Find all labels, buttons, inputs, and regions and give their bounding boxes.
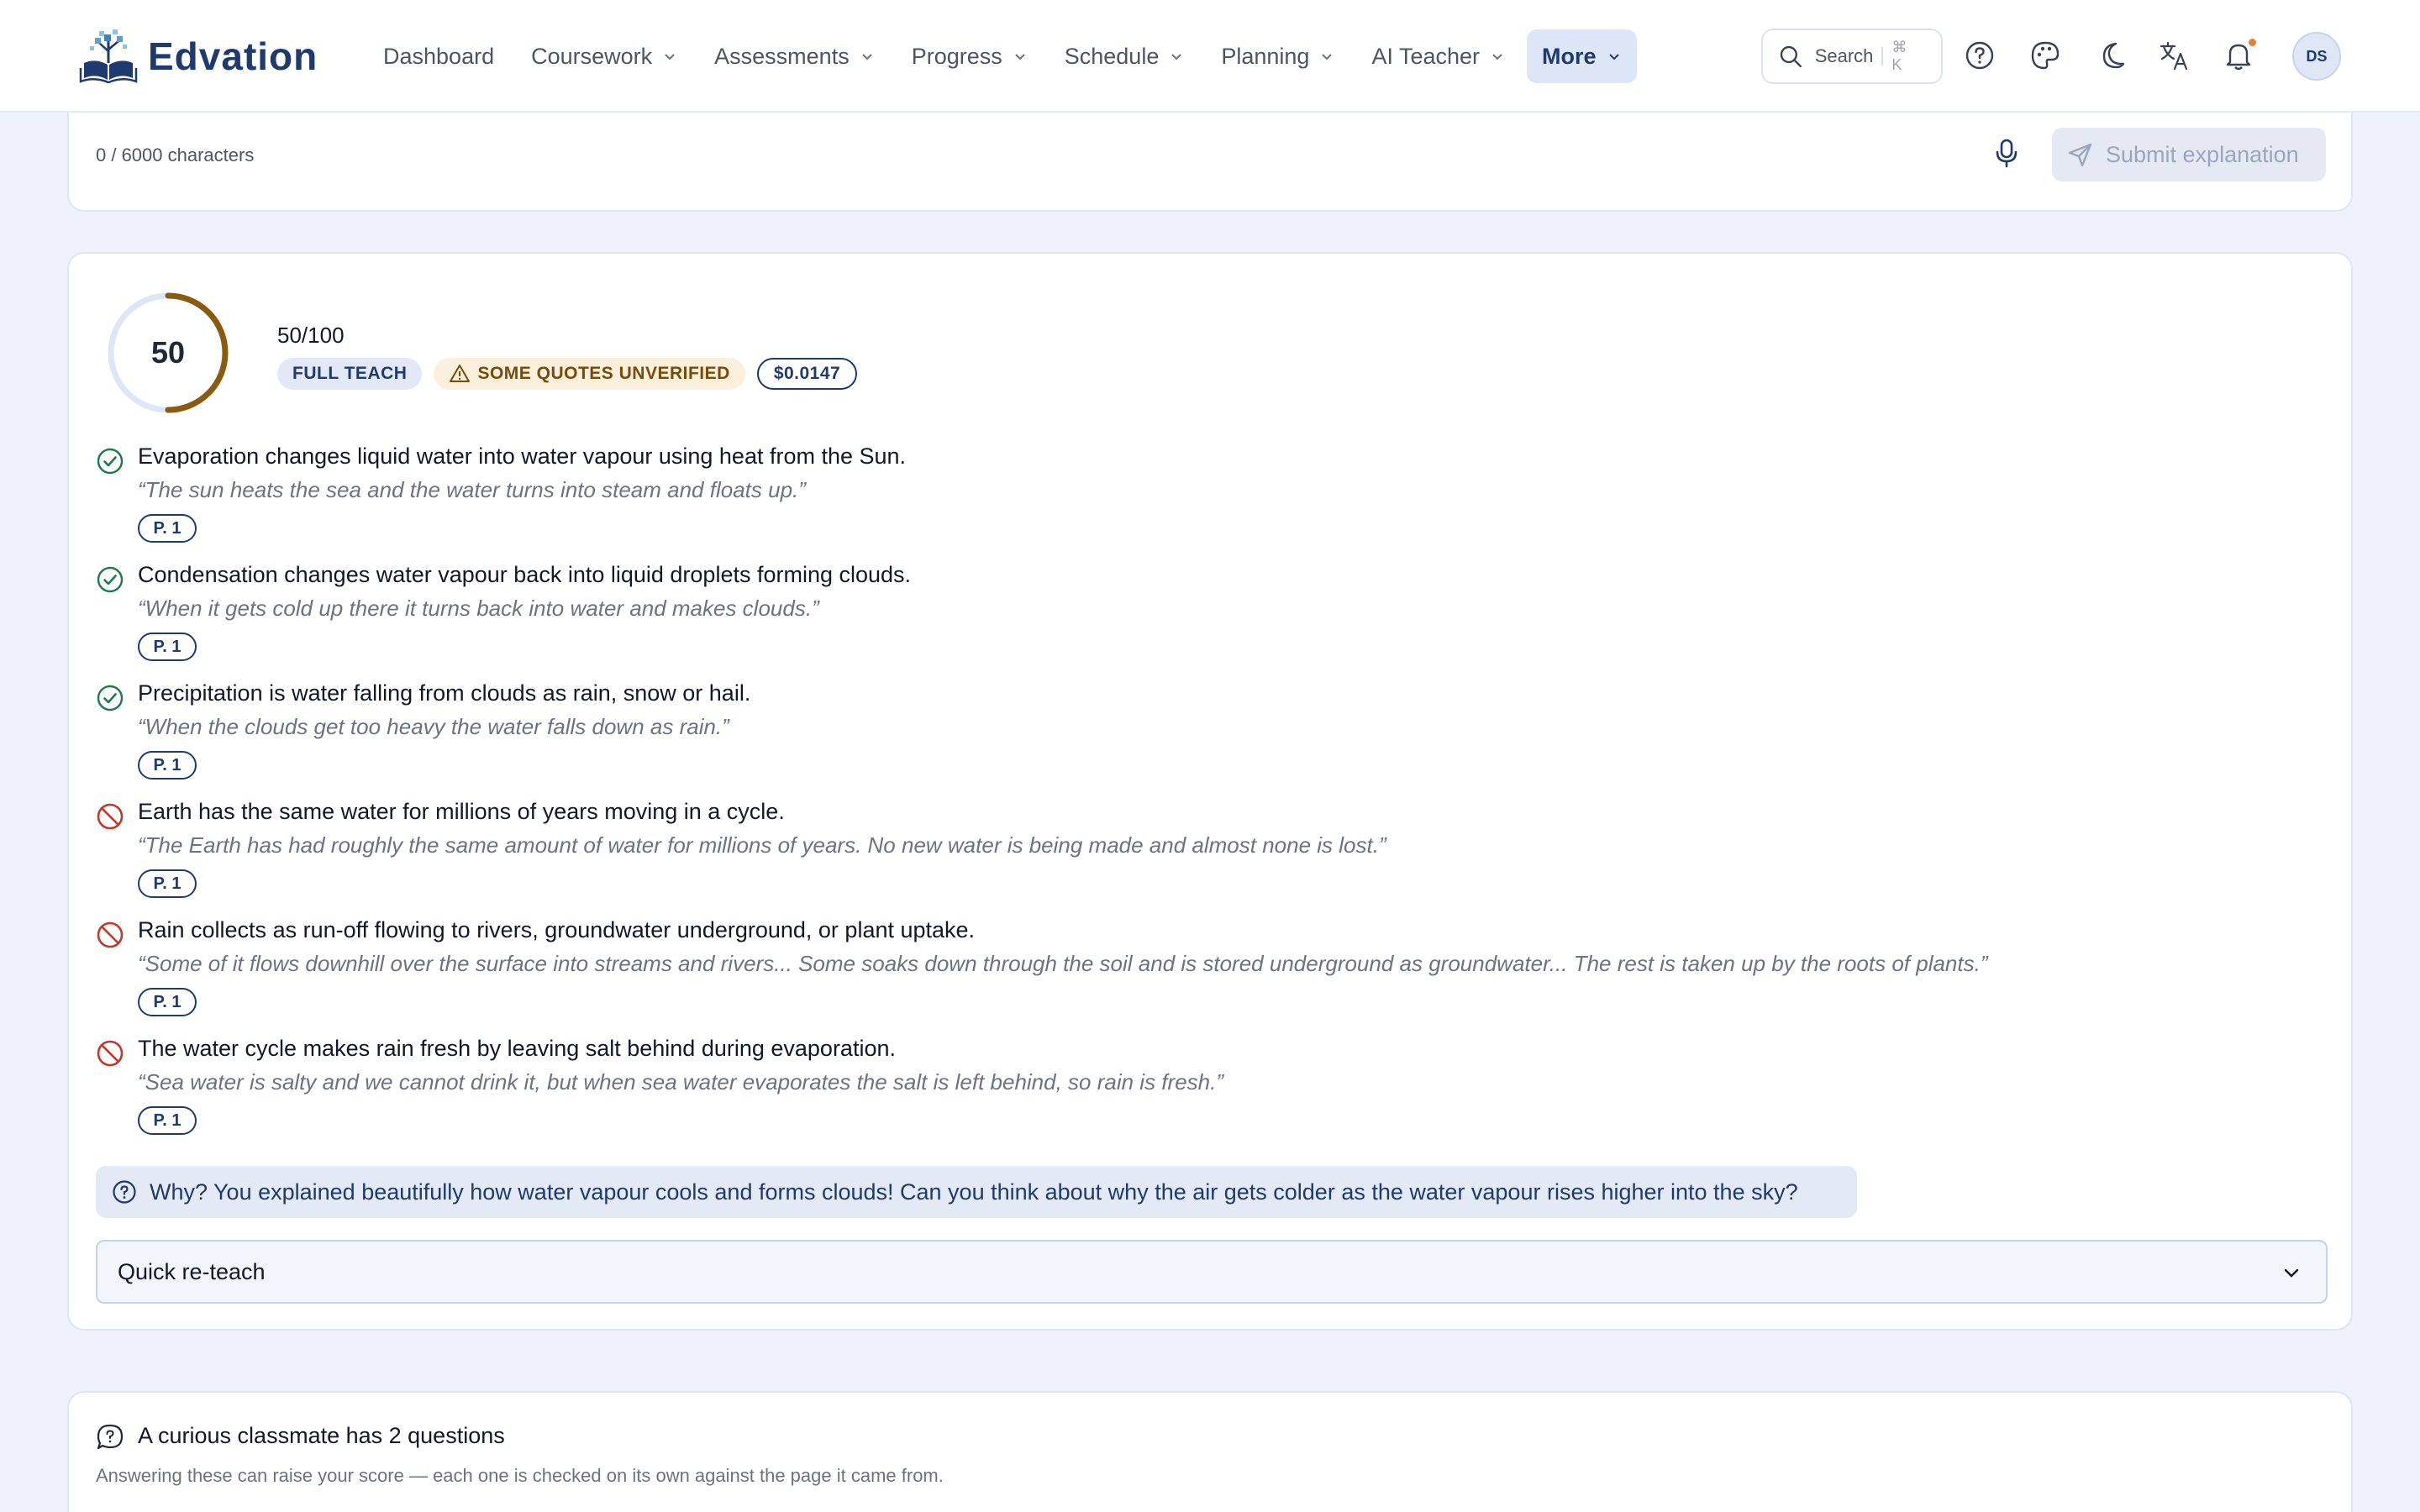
character-counter: 0 / 6000 characters	[96, 144, 255, 165]
warning-triangle-icon	[449, 363, 471, 385]
question-circle-icon	[111, 1179, 138, 1205]
nav-assessments-label: Assessments	[714, 43, 850, 69]
microphone-icon[interactable]	[1991, 138, 2022, 168]
claim-quote: “Sea water is salty and we cannot drink it, but when sea water evaporates the salt is left behind, so rain is fresh.”	[138, 1069, 1223, 1095]
search-divider	[1881, 47, 1883, 66]
check-circle-icon	[96, 684, 124, 712]
nav-schedule[interactable]	[1050, 29, 1200, 83]
score-fraction: 50/100	[277, 323, 345, 348]
search-shortcut: ⌘ K	[1891, 39, 1909, 73]
page-reference-badge[interactable]: P. 1	[138, 514, 197, 543]
claims-list	[96, 442, 2281, 1152]
nav-coursework[interactable]	[516, 29, 692, 83]
score-number: 50	[150, 335, 186, 370]
chevron-down-icon	[2281, 1262, 2302, 1284]
submit-explanation-label: Submit explanation	[2106, 141, 2299, 167]
nav-planning[interactable]	[1206, 29, 1349, 83]
claim-item	[96, 1034, 2281, 1152]
chevron-down-icon	[860, 49, 875, 64]
help-icon[interactable]	[1963, 39, 1996, 72]
claim-item	[96, 916, 2281, 1034]
ban-icon	[96, 1039, 124, 1068]
result-chips	[277, 358, 869, 390]
claim-quote: “When it gets cold up there it turns back into water and makes clouds.”	[138, 596, 819, 621]
nav-assessments[interactable]	[699, 29, 890, 83]
nav-ai-teacher-label: AI Teacher	[1371, 43, 1481, 69]
claim-quote: “When the clouds get too heavy the water falls down as rain.”	[138, 714, 729, 739]
classmate-subtitle: Answering these can raise your score — each one is checked on its own against the page it came from.	[96, 1465, 944, 1486]
claim-quote: “Some of it flows downhill over the surface into streams and rivers... Some soaks down through the soil and is stored underground as groundwater... The rest is taken up by the roots of plants.”	[138, 951, 1988, 976]
page-reference-badge[interactable]: P. 1	[138, 988, 197, 1016]
claim-text: Precipitation is water falling from clouds as rain, snow or hail.	[138, 680, 751, 706]
nav-coursework-label: Coursework	[531, 43, 653, 69]
nav-planning-label: Planning	[1221, 43, 1310, 69]
result-card	[67, 252, 2353, 1331]
claim-text: Earth has the same water for millions of years moving in a cycle.	[138, 799, 785, 824]
nav-dashboard[interactable]	[368, 29, 509, 83]
nav-more-label: More	[1542, 43, 1597, 69]
search-label: Search	[1814, 45, 1874, 66]
unverified-badge-label: SOME QUOTES UNVERIFIED	[477, 364, 730, 383]
brand-logo[interactable]	[79, 29, 318, 84]
mode-badge: FULL TEACH	[277, 358, 422, 390]
ban-icon	[96, 802, 124, 831]
claim-item	[96, 560, 2281, 679]
brand-name: Edvation	[148, 34, 318, 78]
nav-more[interactable]	[1527, 29, 1637, 83]
search-icon	[1778, 44, 1803, 69]
book-tree-logo-icon	[79, 29, 138, 83]
translate-icon[interactable]	[2158, 39, 2191, 72]
chevron-down-icon	[662, 49, 677, 64]
claim-quote: “The Earth has had roughly the same amount of water for millions of years. No new water is being made and almost none is lost.”	[138, 832, 1386, 858]
chevron-down-icon	[1490, 49, 1505, 64]
chevron-down-icon	[1169, 49, 1184, 64]
why-prompt	[96, 1166, 1857, 1218]
search-button[interactable]	[1761, 29, 1943, 84]
check-circle-icon	[96, 565, 124, 594]
claim-text: Rain collects as run-off flowing to rivers, groundwater underground, or plant uptake.	[138, 917, 976, 942]
quick-reteach-accordion[interactable]	[96, 1240, 2328, 1304]
chevron-down-icon	[1013, 49, 1028, 64]
chat-question-icon	[96, 1423, 124, 1452]
claim-quote: “The sun heats the sea and the water turns into steam and floats up.”	[138, 477, 806, 502]
palette-icon[interactable]	[2028, 39, 2062, 72]
page-reference-badge[interactable]: P. 1	[138, 1106, 197, 1135]
claim-item	[96, 442, 2281, 560]
unverified-badge	[434, 358, 744, 390]
main-nav	[368, 29, 1644, 84]
claim-item	[96, 679, 2281, 797]
nav-progress[interactable]	[897, 29, 1043, 83]
notification-badge	[2249, 39, 2256, 46]
nav-dashboard-label: Dashboard	[383, 43, 495, 69]
claim-item	[96, 797, 2281, 916]
claim-text: The water cycle makes rain fresh by leaving salt behind during evaporation.	[138, 1036, 896, 1061]
page-reference-badge[interactable]: P. 1	[138, 869, 197, 898]
chevron-down-icon	[1607, 49, 1622, 64]
ban-icon	[96, 921, 124, 949]
quick-reteach-label: Quick re-teach	[118, 1258, 266, 1284]
top-navigation-bar	[0, 0, 2420, 113]
claim-text: Condensation changes water vapour back into liquid droplets forming clouds.	[138, 562, 912, 587]
send-icon	[2067, 141, 2094, 168]
classmate-title: A curious classmate has 2 questions	[138, 1423, 505, 1448]
page-reference-badge[interactable]: P. 1	[138, 633, 197, 661]
nav-schedule-label: Schedule	[1064, 43, 1160, 69]
page-reference-badge[interactable]: P. 1	[138, 751, 197, 780]
classmate-questions-card	[67, 1391, 2353, 1512]
claim-text: Evaporation changes liquid water into water vapour using heat from the Sun.	[138, 444, 907, 469]
why-prompt-text: Why? You explained beautifully how water vapour cools and forms clouds! Can you think about why the air gets colder as the water vapour rises higher into the sky?	[150, 1179, 1798, 1205]
nav-ai-teacher[interactable]	[1356, 29, 1520, 83]
nav-progress-label: Progress	[911, 43, 1002, 69]
chevron-down-icon	[1319, 49, 1334, 64]
cost-badge: $0.0147	[757, 358, 857, 390]
moon-icon[interactable]	[2094, 39, 2128, 72]
check-circle-icon	[96, 447, 124, 475]
user-avatar[interactable]: DS	[2292, 32, 2341, 81]
submit-explanation-button[interactable]	[2052, 128, 2326, 181]
